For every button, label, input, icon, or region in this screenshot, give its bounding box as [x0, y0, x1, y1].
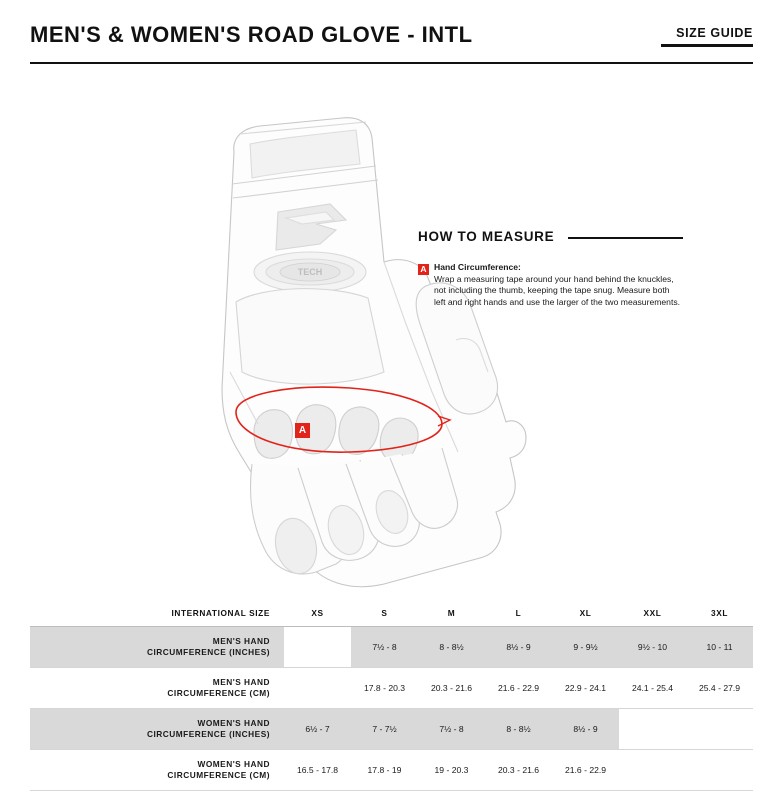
table-cell: 19 - 20.3 [418, 750, 485, 791]
table-cell: 8½ - 9 [552, 709, 619, 750]
table-header-size-m: M [418, 600, 485, 627]
table-cell: 20.3 - 21.6 [485, 750, 552, 791]
row-label [30, 750, 284, 791]
measure-item-text: Wrap a measuring tape around your hand behind the knuckles, not including the thumb, keeping the tape snug. Measure both left and right hands and use the larger of the two measurements. [434, 273, 681, 307]
table-cell: 25.4 - 27.9 [686, 668, 753, 709]
measure-description [434, 262, 683, 308]
how-to-measure-section [418, 229, 683, 308]
table-cell: 20.3 - 21.6 [418, 668, 485, 709]
table-cell [686, 709, 753, 750]
size-guide-label: SIZE GUIDE [676, 25, 753, 40]
row-label-line1: WOMEN'S HAND [197, 759, 270, 769]
row-label-line2: CIRCUMFERENCE (CM) [167, 770, 270, 780]
table-cell: 24.1 - 25.4 [619, 668, 686, 709]
table-cell [284, 627, 351, 668]
how-to-measure-heading [418, 229, 683, 244]
row-label [30, 627, 284, 668]
table-cell: 8 - 8½ [418, 627, 485, 668]
table-cell [619, 750, 686, 791]
table-header-row [30, 600, 753, 627]
table-header-size-3xl: 3XL [686, 600, 753, 627]
row-label [30, 668, 284, 709]
how-to-measure-title: HOW TO MEASURE [418, 229, 555, 244]
table-cell: 7½ - 8 [418, 709, 485, 750]
table-cell: 7½ - 8 [351, 627, 418, 668]
table-cell [686, 750, 753, 791]
row-label-line2: CIRCUMFERENCE (INCHES) [146, 729, 270, 739]
size-table [30, 600, 753, 791]
table-cell: 7 - 7½ [351, 709, 418, 750]
table-cell: 8½ - 9 [485, 627, 552, 668]
table-cell: 9 - 9½ [552, 627, 619, 668]
row-label-line1: MEN'S HAND [212, 677, 270, 687]
table-row [30, 709, 753, 750]
glove-illustration [170, 72, 530, 592]
table-cell: 17.8 - 19 [351, 750, 418, 791]
table-header-size-s: S [351, 600, 418, 627]
how-to-measure-underline [568, 237, 683, 239]
row-label-line1: WOMEN'S HAND [197, 718, 270, 728]
row-label-line2: CIRCUMFERENCE (CM) [167, 688, 270, 698]
table-row [30, 627, 753, 668]
row-label-line1: MEN'S HAND [212, 636, 270, 646]
tech-logo [280, 263, 340, 281]
table-cell: 10 - 11 [686, 627, 753, 668]
table-header-label: INTERNATIONAL SIZE [30, 600, 284, 627]
page-header [30, 0, 753, 64]
page-title: MEN'S & WOMEN'S ROAD GLOVE - INTL [30, 22, 473, 47]
table-cell [619, 709, 686, 750]
table-cell: 16.5 - 17.8 [284, 750, 351, 791]
table-header-size-xs: XS [284, 600, 351, 627]
measure-badge-a: A [418, 264, 429, 275]
svg-text:TECH: TECH [297, 267, 323, 277]
illustration-area [30, 64, 753, 589]
how-to-measure-item [418, 262, 683, 308]
table-header-size-l: L [485, 600, 552, 627]
callout-badge-a: A [295, 423, 310, 438]
size-table-wrapper [30, 600, 753, 791]
table-row [30, 750, 753, 791]
measure-item-label: Hand Circumference: [434, 262, 521, 272]
table-cell: 9½ - 10 [619, 627, 686, 668]
table-cell: 21.6 - 22.9 [485, 668, 552, 709]
table-cell: 6½ - 7 [284, 709, 351, 750]
size-guide-underline [661, 44, 753, 47]
table-cell: 8 - 8½ [485, 709, 552, 750]
table-cell: 22.9 - 24.1 [552, 668, 619, 709]
size-guide-marker [661, 16, 753, 47]
table-cell: 17.8 - 20.3 [351, 668, 418, 709]
table-cell: 21.6 - 22.9 [552, 750, 619, 791]
table-header-size-xl: XL [552, 600, 619, 627]
table-row [30, 668, 753, 709]
table-header-size-xxl: XXL [619, 600, 686, 627]
row-label-line2: CIRCUMFERENCE (INCHES) [146, 647, 270, 657]
row-label [30, 709, 284, 750]
table-cell [284, 668, 351, 709]
table-body [30, 627, 753, 791]
